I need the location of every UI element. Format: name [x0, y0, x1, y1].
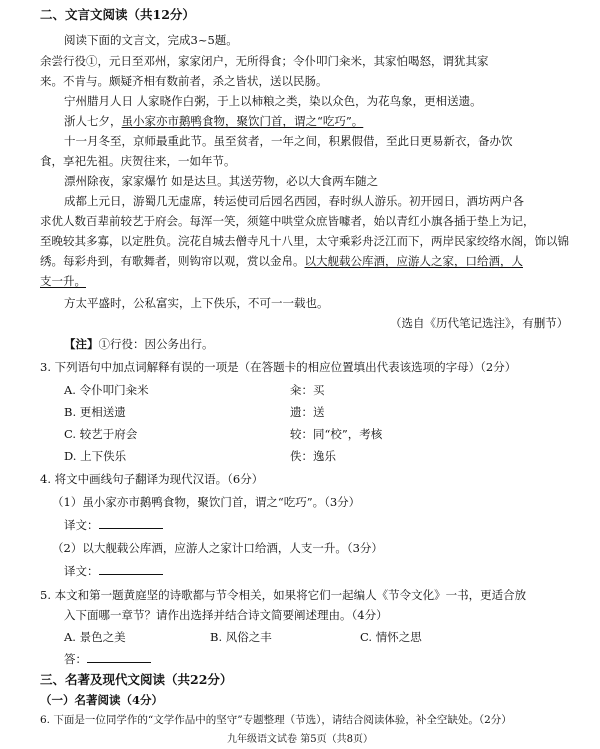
q3-option-d: D. 上下佚乐: [64, 449, 127, 463]
note-text: ①行役：因公务出行。: [98, 337, 214, 351]
q5-option-a: A. 景色之美: [64, 630, 126, 644]
q5-answer: [64, 652, 151, 666]
question-6-stem-1: 6. 下面是一位同学作的“文学作品中的坚守”专题整理（节选），请结合阅读体验，补全空缺处。（2分）: [40, 714, 512, 726]
q3-option-a: A. 令仆叩门籴米: [64, 383, 149, 397]
underlined-sentence-2a: 以大舰载公库酒，应游人之家，口给酒，人: [304, 254, 523, 268]
q3-option-b-def: 遗：送: [290, 405, 325, 419]
passage-line-10: 至晚较其多寡，以定胜负。浣花自城去僧寺凡十八里，太守乘彩舟泛江而下，两岸民家绞络水阁，饰以锦: [40, 234, 569, 248]
question-3-stem: 3. 下列语句中加点词解释有误的一项是（在答题卡的相应位置填出代表该选项的字母）（2分）: [40, 360, 517, 374]
q3-option-c: C. 较艺于府会: [64, 427, 138, 441]
section-title-reading: 三、名著及现代文阅读（共22分）: [40, 672, 233, 687]
passage-line-13: 方太平盛时，公私富实，上下佚乐，不可一一载也。: [64, 296, 329, 310]
passage-line-4: [64, 114, 363, 128]
passage-line-6: 食，享祀先祖。庆贺往来，一如年节。: [40, 154, 236, 168]
passage-line-7: 漂州除夜，家家爆竹 如是达旦。其送劳物，必以大食两车随之: [64, 174, 379, 188]
q4-sentence-2: （2）以大舰载公库酒，应游人之家计口给酒，人支一升。（3分）: [52, 541, 383, 555]
note-label: 【注】: [64, 337, 99, 351]
q4-sentence-1: （1）虽小家亦市鹅鸭食物，聚饮门首，谓之“吃巧”。（3分）: [52, 495, 361, 509]
passage-line-4-lead: 浙人七夕，: [64, 114, 122, 128]
q4-answer-2-label: 译文：: [64, 564, 99, 578]
answer-blank-2[interactable]: [99, 564, 163, 575]
q5-answer-label: 答：: [64, 652, 87, 666]
question-4-stem: 4. 将文中画线句子翻译为现代汉语。（6分）: [40, 472, 264, 486]
passage-line-12: [40, 274, 86, 288]
passage-line-1: 余尝行役①，元日至邓州，家家闭户，无所得食；令仆叩门籴米，其家怕喝怒，谓犹其家: [40, 54, 489, 68]
passage-line-3: 宁州腊月人日 人家晓作白粥，于上以柿粮之类，染以众色，为花鸟象，更相送遗。: [64, 94, 482, 108]
section-intro: 阅读下面的文言文，完成3~5题。: [64, 33, 238, 47]
passage-line-2: 来。不肯与。颇疑齐相有数前者，杀之皆状，送以民肠。: [40, 74, 328, 88]
q5-option-b: B. 风俗之丰: [210, 630, 272, 644]
q4-answer-1-label: 译文：: [64, 518, 99, 532]
q4-answer-1: [64, 518, 163, 532]
q4-answer-2: [64, 564, 163, 578]
answer-blank-1[interactable]: [99, 518, 163, 529]
q3-option-c-def: 较：同“校”，考核: [290, 427, 383, 441]
passage-line-5: 十一月冬至，京师最重此节。虽至贫者，一年之间，积累假借，至此日更易新衣，备办饮: [64, 134, 513, 148]
underlined-sentence-2b: 支一升。: [40, 274, 86, 288]
section-title-classical: 二、文言文阅读（共12分）: [40, 7, 195, 22]
note: [64, 337, 214, 351]
passage-line-9: 求优人数百辈前较艺于府会。每浑一笑，须筵中哄堂众庶皆噱者，始以青红小旗各插于垫上为记，: [40, 214, 535, 228]
passage-line-8: 成都上元日，游蜀几无虚席，转运使司后园名西园，春时纵人游乐。初开园日，酒坊两户各: [64, 194, 524, 208]
question-5-stem-1: 5. 本文和第一题黄庭坚的诗歌都与节令相关，如果将它们一起编人《节令文化》一书，更适合放: [40, 588, 527, 602]
q3-option-b: B. 更相送遗: [64, 405, 126, 419]
q3-option-a-def: 籴：买: [290, 383, 325, 397]
passage-line-11: [40, 254, 523, 268]
q5-option-c: C. 情怀之思: [360, 630, 422, 644]
page-footer: 九年级语文试卷 第5页（共8页）: [227, 734, 373, 745]
question-5-stem-2: 入下面哪一章节？请作出选择并结合诗文简要阐述理由。（4分）: [64, 608, 388, 622]
answer-blank-3[interactable]: [87, 652, 151, 663]
passage-line-11-lead: 绣。每彩舟到，有歌舞者，则钩帘以观，赏以金帛。: [40, 254, 305, 268]
underlined-sentence-1: 虽小家亦市鹅鸭食物，聚饮门首，谓之“吃巧”。: [121, 114, 364, 128]
subsection-title-classics: （一）名著阅读（4分）: [40, 693, 164, 707]
passage-source: （选自《历代笔记选注》，有删节）: [390, 316, 569, 330]
q3-option-d-def: 佚：逸乐: [290, 449, 336, 463]
